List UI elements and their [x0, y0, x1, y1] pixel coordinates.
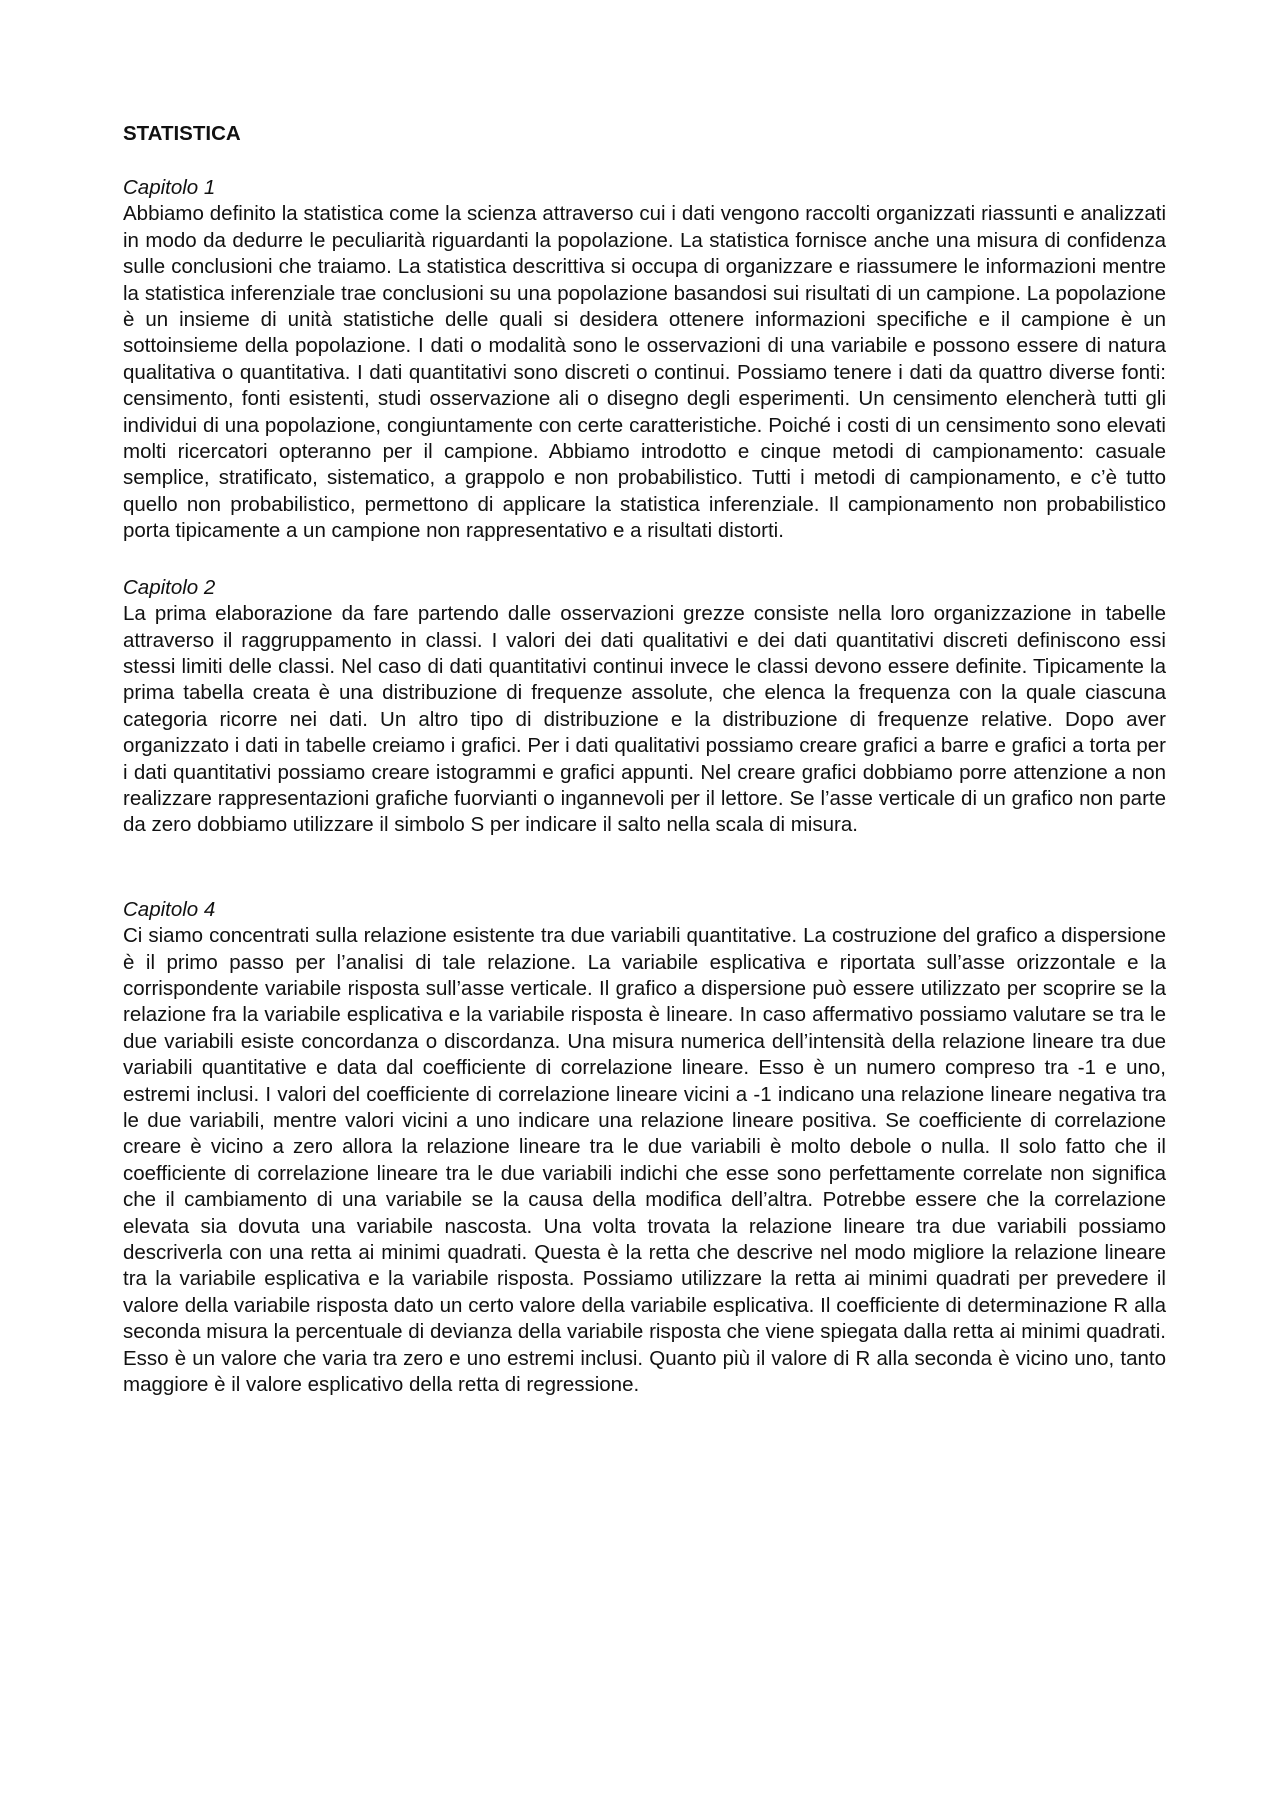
document-content: [123, 120, 1166, 1398]
section-heading: Capitolo 2: [123, 575, 216, 599]
section-body: Abbiamo definito la statistica come la scienza attraverso cui i dati vengono raccolti organizzati riassunti e analizzati in modo da dedurre le peculiarità riguardanti la popolazione. La statistica fornisce anche una misura di confidenza sulle conclusioni che traiamo. La statistica descrittiva si occupa di organizzare e riassumere le informazioni mentre la statistica inferenziale trae conclusioni su una popolazione basandosi sui risultati di un campione. La popolazione è un insieme di unità statistiche delle quali si desidera ottenere informazioni specifiche e il campione è un sottoinsieme della popolazione. I dati o modalità sono le osservazioni di una variabile e possono essere di natura qualitativa o quantitativa. I dati quantitativi sono discreti o continui. Possiamo tenere i dati da quattro diverse fonti: censimento, fonti esistenti, studi osservazione ali o disegno degli esperimenti. Un censimento elencherà tutti gli individui di una popolazione, congiuntamente con certe caratteristiche. Poiché i costi di un censimento sono elevati molti ricercatori opteranno per il campione. Abbiamo introdotto e cinque metodi di campionamento: casuale semplice, stratificato, sistematico, a grappolo e non probabilistico. Tutti i metodi di campionamento, e c’è tutto quello non probabilistico, permettono di applicare la statistica inferenziale. Il campionamento non probabilistico porta tipicamente a un campione non rappresentativo e a risultati distorti.: [123, 202, 1166, 543]
section-body: La prima elaborazione da fare partendo dalle osservazioni grezze consiste nella loro organizzazione in tabelle attraverso il raggruppamento in classi. I valori dei dati qualitativi e dei dati quantitativi discreti definiscono essi stessi limiti delle classi. Nel caso di dati quantitativi continui invece le classi devono essere definite. Tipicamente la prima tabella creata è una distribuzione di frequenze assolute, che elenca la frequenza con la quale ciascuna categoria ricorre nei dati. Un altro tipo di distribuzione e la distribuzione di frequenze relative. Dopo aver organizzato i dati in tabelle creiamo i grafici. Per i dati qualitativi possiamo creare grafici a barre e grafici a torta per i dati quantitativi possiamo creare istogrammi e grafici appunti. Nel creare grafici dobbiamo porre attenzione a non realizzare rappresentazioni grafiche fuorvianti o ingannevoli per il lettore. Se l’asse verticale di un grafico non parte da zero dobbiamo utilizzare il simbolo S per indicare il salto nella scala di misura.: [123, 602, 1166, 837]
section-spacer: [123, 545, 1166, 575]
section-spacer: [123, 839, 1166, 897]
section-body: Ci siamo concentrati sulla relazione esistente tra due variabili quantitative. La costruzione del grafico a dispersione è il primo passo per l’analisi di tale relazione. La variabile esplicativa e riportata sull’asse orizzontale e la corrispondente variabile risposta sull’asse verticale. Il grafico a dispersione può essere utilizzato per scoprire se la relazione fra la variabile esplicativa e la variabile risposta è lineare. In caso affermativo possiamo valutare se tra le due variabili esiste concordanza o discordanza. Una misura numerica dell’intensità della relazione lineare tra due variabili quantitative e data dal coefficiente di correlazione lineare. Esso è un numero compreso tra -1 e uno, estremi inclusi. I valori del coefficiente di correlazione lineare vicini a -1 indicano una relazione lineare negativa tra le due variabili, mentre valori vicini a uno indicare una relazione lineare positiva. Se coefficiente di correlazione creare è vicino a zero allora la relazione lineare tra le due variabili è molto debole o nulla. Il solo fatto che il coefficiente di correlazione lineare tra le due variabili indichi che esse sono perfettamente correlate non significa che il cambiamento di una variabile se la causa della modifica dell’altra. Potrebbe essere che la correlazione elevata sia dovuta una variabile nascosta. Una volta trovata la relazione lineare tra due variabili possiamo descriverla con una retta ai minimi quadrati. Questa è la retta che descrive nel modo migliore la relazione lineare tra la variabile esplicativa e la variabile risposta. Possiamo utilizzare la retta ai minimi quadrati per prevedere il valore della variabile risposta dato un certo valore della variabile esplicativa. Il coefficiente di determinazione R alla seconda misura la percentuale di devianza della variabile risposta che viene spiegata dalla retta ai minimi quadrati. Esso è un valore che varia tra zero e uno estremi inclusi. Quanto più il valore di R alla seconda è vicino uno, tanto maggiore è il valore esplicativo della retta di regressione.: [123, 924, 1166, 1397]
section-heading: Capitolo 1: [123, 176, 216, 199]
section-heading: Capitolo 4: [123, 897, 216, 921]
section-capitolo-2: [123, 575, 1166, 839]
section-capitolo-1: [123, 175, 1166, 545]
document-title: STATISTICA: [123, 122, 241, 145]
section-capitolo-4: [123, 897, 1166, 1399]
